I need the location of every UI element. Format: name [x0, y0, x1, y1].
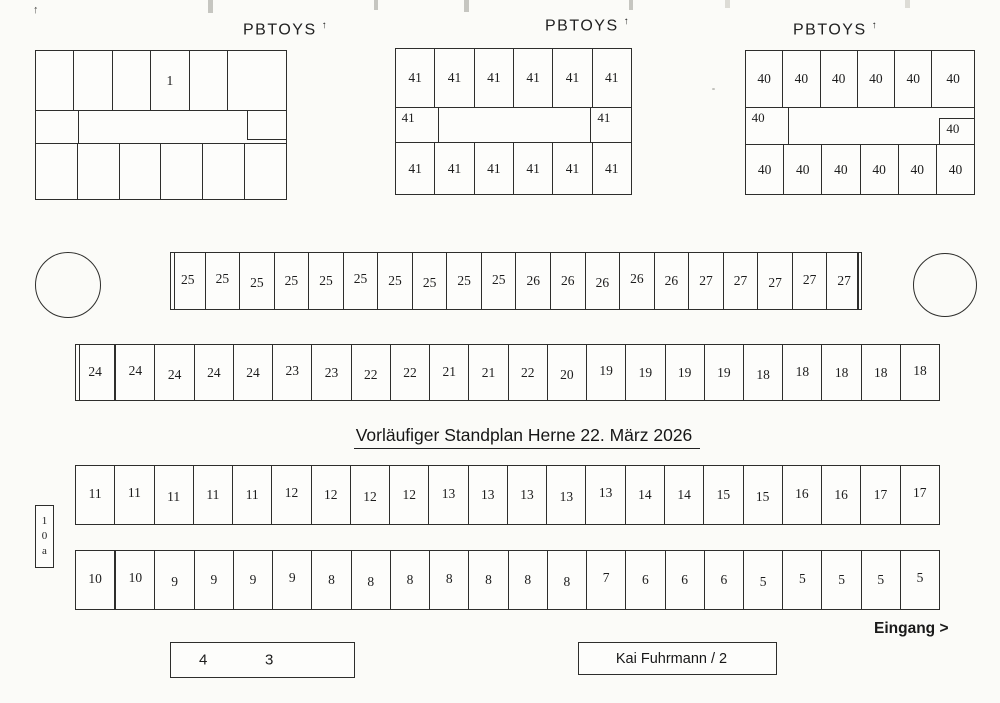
arrow-up-icon: ↑ [321, 20, 327, 31]
block-top-row [396, 49, 631, 108]
booth-cell: 40 [939, 118, 975, 145]
booth-cell: 41 [514, 143, 553, 194]
booth-cell: 41 [605, 160, 619, 176]
booth-cell: 19 [666, 345, 705, 400]
booth-cell: 27 [724, 253, 759, 309]
arrow-up-icon: ↑ [623, 16, 629, 27]
booth-cell: 19 [587, 345, 626, 400]
entrance-label: Eingang > [874, 620, 949, 637]
booth-cell: 18 [862, 345, 901, 400]
scan-artifact [905, 0, 910, 8]
booth-cell: 13 [586, 466, 625, 524]
booth-cell: 41 [395, 107, 439, 143]
booth-cell: 22 [352, 345, 391, 400]
booth-10a [35, 505, 54, 568]
booth-cell: 18 [783, 345, 822, 400]
booth-cell: 41 [475, 143, 514, 194]
booth-cell: 5 [862, 551, 901, 609]
booth-cell: 40 [745, 107, 789, 145]
booth-cell: 40 [861, 145, 899, 194]
pbtoys-heading-1 [243, 20, 327, 39]
booth-cell: 25 [309, 253, 344, 309]
booth-cell: 8 [548, 551, 587, 609]
booth-cell: 19 [705, 345, 744, 400]
booth-cell: 11 [155, 466, 194, 524]
booth-cell: 25 [447, 253, 482, 309]
scan-artifact [374, 0, 378, 10]
booth-cell: 13 [508, 466, 547, 524]
booth-cell: 12 [390, 466, 429, 524]
block-top-row [746, 51, 974, 108]
booth-cell: 15 [704, 466, 743, 524]
booth-cell: 41 [396, 143, 435, 194]
booth-cell: 26 [516, 253, 551, 309]
booth-label-kai-fuhrmann: Kai Fuhrmann / 2 [615, 650, 728, 667]
booth-cell [120, 144, 162, 199]
booth-cell: 15 [744, 466, 783, 524]
booth-cell: 41 [590, 107, 632, 143]
booth-cell: 25 [378, 253, 413, 309]
booth-cell: 21 [469, 345, 508, 400]
booth-row-24-18 [75, 344, 940, 401]
block-corridor [746, 108, 974, 144]
booth-cell: 40 [899, 145, 937, 194]
booth-cell [35, 110, 79, 144]
booth-cell [36, 144, 78, 199]
booth-cell: 41 [553, 143, 592, 194]
booth-cell: 25 [275, 253, 310, 309]
booth-cell: 22 [391, 345, 430, 400]
booth-cell: 40 [946, 71, 960, 86]
booth-cell: 14 [665, 466, 704, 524]
booth-cell: 11 [115, 466, 154, 524]
booth-10a-char: 0 [41, 530, 48, 543]
booth-cell: 19 [626, 345, 665, 400]
booth-cell: 13 [429, 466, 468, 524]
block-bottom-row [396, 142, 631, 194]
booth-cell [36, 51, 74, 110]
booth-cell: 17 [861, 466, 900, 524]
booth-cell [190, 51, 228, 110]
booth-cell [247, 110, 287, 140]
booth-cell: 12 [351, 466, 390, 524]
scan-artifact [712, 88, 715, 90]
booth-cell: 21 [430, 345, 469, 400]
booth-cell: 8 [509, 551, 548, 609]
booth-cell: 11 [76, 466, 115, 524]
booth-cell: 18 [744, 345, 783, 400]
round-table-right [913, 253, 977, 317]
booth-cell: 14 [626, 466, 665, 524]
booth-cell: 25 [344, 253, 379, 309]
booth-cell: 24 [116, 345, 155, 400]
booth-row-10-5 [75, 550, 940, 610]
booth-cell: 9 [195, 551, 234, 609]
booth-cell: 27 [758, 253, 793, 309]
booth-cell: 18 [913, 362, 927, 378]
booth-cell: 16 [783, 466, 822, 524]
booth-cell: 12 [312, 466, 351, 524]
booth-label-3: 3 [265, 651, 274, 669]
booth-cell: 41 [553, 49, 592, 107]
booth-cell: 40 [822, 145, 860, 194]
booth-cell: 25 [240, 253, 275, 309]
booth-cell: 8 [469, 551, 508, 609]
booth-cell: 25 [413, 253, 448, 309]
booth-cell: 17 [912, 485, 927, 500]
scan-artifact [464, 0, 469, 12]
booth-cell: 6 [626, 551, 665, 609]
booth-10a-char: 1 [41, 515, 48, 528]
booth-cell: 40 [895, 51, 932, 107]
booth-box-kai-fuhrmann [578, 642, 777, 675]
booth-cell: 41 [435, 49, 474, 107]
booth-cell: 7 [587, 551, 626, 609]
booth-cell: 13 [469, 466, 508, 524]
booth-cell: 5 [822, 551, 861, 609]
block-bottom-row [746, 144, 974, 194]
booth-cell: 11 [194, 466, 233, 524]
booth-cell: 24 [155, 345, 194, 400]
booth-cell [78, 144, 120, 199]
booth-cell: 8 [391, 551, 430, 609]
booth-cell: 5 [783, 551, 822, 609]
pbtoys-label: PBTOYS [793, 21, 867, 39]
booth-cell: 41 [475, 49, 514, 107]
booth-cell: 6 [666, 551, 705, 609]
arrow-up-icon: ↑ [871, 20, 877, 31]
booth-cell [203, 144, 245, 199]
booth-cell: 40 [948, 161, 963, 177]
booth-cell: 41 [514, 49, 553, 107]
booth-cell: 5 [916, 570, 924, 585]
booth-cell: 1 [151, 51, 189, 110]
block-top-row [36, 51, 286, 111]
booth-cell: 24 [195, 345, 234, 400]
booth-cell: 40 [746, 145, 784, 194]
booth-cell: 40 [783, 51, 820, 107]
booth-cell: 18 [822, 345, 861, 400]
arrow-up-mark: ↑ [33, 4, 39, 16]
pbtoys-heading-2 [545, 16, 629, 35]
booth-cell: 41 [435, 143, 474, 194]
booth-cell: 6 [705, 551, 744, 609]
booth-cell [113, 51, 151, 110]
booth-cell: 12 [272, 466, 311, 524]
booth-block-1 [35, 50, 287, 200]
booth-cell: 24 [234, 345, 273, 400]
booth-cell: 8 [352, 551, 391, 609]
block-corridor [396, 108, 631, 142]
pbtoys-label: PBTOYS [243, 21, 317, 39]
booth-cell: 22 [509, 345, 548, 400]
scan-artifact [208, 0, 213, 13]
page-title: Vorläufiger Standplan Herne 22. März 2026 [0, 425, 1000, 446]
booth-cell: 27 [793, 253, 828, 309]
booth-cell: 41 [396, 49, 435, 107]
booth-cell: 41 [605, 70, 619, 85]
booth-row-11-17 [75, 465, 940, 525]
booth-cell: 11 [233, 466, 272, 524]
booth-10a-char: a [42, 544, 47, 557]
booth-cell: 24 [76, 345, 116, 400]
booth-cell: 26 [551, 253, 586, 309]
booth-cell: 40 [746, 51, 783, 107]
booth-cell: 20 [548, 345, 587, 400]
scan-artifact [629, 0, 633, 10]
round-table-left [35, 252, 101, 318]
booth-cell: 13 [547, 466, 586, 524]
booth-cell: 8 [312, 551, 351, 609]
booth-cell: 40 [784, 145, 822, 194]
booth-cell [74, 51, 112, 110]
booth-cell: 9 [273, 551, 312, 609]
booth-cell: 16 [822, 466, 861, 524]
pbtoys-heading-3 [793, 20, 877, 39]
booth-cell [161, 144, 203, 199]
booth-cell [245, 144, 286, 199]
booth-cell: 40 [821, 51, 858, 107]
booth-cell: 10 [116, 551, 155, 609]
booth-cell: 27 [837, 273, 851, 288]
booth-cell: 26 [655, 253, 690, 309]
booth-block-41 [395, 48, 632, 195]
booth-row-25-27 [170, 252, 862, 310]
booth-cell: 27 [689, 253, 724, 309]
block-corridor [36, 111, 286, 143]
booth-cell: 25 [482, 253, 517, 309]
booth-cell: 8 [430, 551, 469, 609]
booth-cell: 26 [620, 253, 655, 309]
booth-label-4: 4 [199, 651, 208, 669]
booth-cell: 23 [273, 345, 312, 400]
booth-cell: 25 [171, 253, 206, 309]
booth-cell: 40 [858, 51, 895, 107]
block-bottom-row [36, 143, 286, 199]
booth-cell: 9 [234, 551, 273, 609]
booth-box-4-3 [170, 642, 355, 678]
booth-cell: 23 [312, 345, 351, 400]
booth-cell: 26 [586, 253, 621, 309]
booth-cell: 25 [206, 253, 241, 309]
booth-cell: 5 [744, 551, 783, 609]
booth-block-40 [745, 50, 975, 195]
booth-cell: 10 [76, 551, 116, 609]
booth-cell: 9 [155, 551, 194, 609]
scan-artifact [725, 0, 730, 8]
pbtoys-label: PBTOYS [545, 17, 619, 35]
booth-cell [228, 51, 286, 110]
